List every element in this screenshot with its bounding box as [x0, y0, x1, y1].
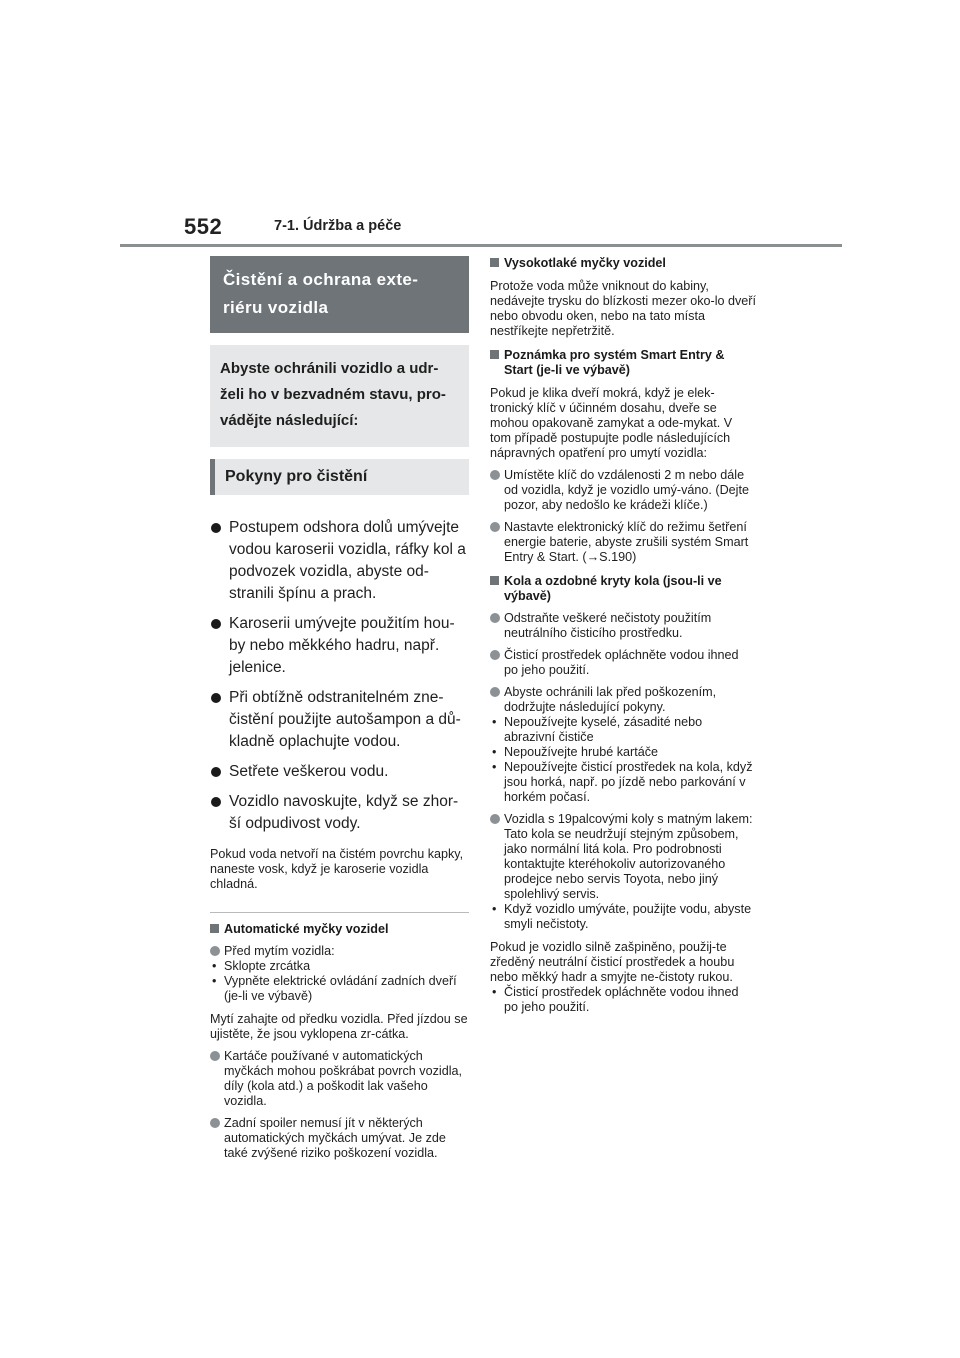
bullet-icon	[211, 767, 221, 777]
circle-bullet-icon	[490, 522, 500, 532]
circle-bullet-icon	[490, 613, 500, 623]
header-divider	[120, 244, 842, 247]
square-bullet-icon	[490, 350, 499, 359]
wheels-subitem: • Nepoužívejte čisticí prostředek na kola, když jsou horká, např. po jízdě nebo parkování v horkém počasí.	[492, 760, 753, 804]
bullet-icon	[211, 619, 221, 629]
circle-bullet-icon	[490, 470, 500, 480]
wheels-subitem: • Nepoužívejte hrubé kartáče	[492, 745, 659, 759]
auto-wash-subitem: • Vypněte elektrické ovládání zadních dveří (je-li ve výbavě)	[212, 974, 457, 1003]
bullet-icon	[211, 797, 221, 807]
list-item: Postupem odshora dolů umývejte vodou karoserii vozidla, ráfky kol a podvozek vozidla, abyste od-stranili špínu a prach.	[210, 517, 469, 605]
smart-entry-item: Umístěte klíč do vzdálenosti 2 m nebo dále od vozidla, když je vozidlo umý-váno. (Dejte pozor, aby nedošlo ke krádeži klíče.)	[490, 468, 756, 513]
section-title: Čistění a ochrana exte-riéru vozidla	[210, 256, 469, 333]
square-bullet-icon	[210, 924, 219, 933]
subsection-title: Pokyny pro čistění	[210, 459, 469, 495]
list-item: Při obtížně odstranitelném zne-čistění použijte autošampon a dů-kladně oplachujte vodou.	[210, 687, 469, 753]
wheels-subitem: • Čisticí prostředek opláchněte vodou ihned po jeho použití.	[492, 985, 739, 1014]
wheels-heading: Kola a ozdobné kryty kola (jsou-li ve výbavě)	[490, 574, 756, 604]
cleaning-instructions-list	[210, 517, 469, 835]
smart-entry-paragraph: Pokud je klika dveří mokrá, když je elek-tronický klíč v účinném dosahu, dveře se mohou opakovaně zamykat a ode-mykat. V tom případě postupujte podle následujících nápravných opatření pro umytí vozidla:	[490, 386, 733, 460]
smart-entry-heading: Poznámka pro systém Smart Entry & Start (je-li ve výbavě)	[490, 348, 756, 378]
wheels-item: Abyste ochránili lak před poškozením, dodržujte následující pokyny.	[490, 685, 756, 715]
bullet-icon	[211, 523, 221, 533]
page-number: 552	[184, 214, 223, 239]
list-item: Vozidlo navoskujte, když se zhor-ší odpudivost vody.	[210, 791, 469, 835]
circle-bullet-icon	[490, 814, 500, 824]
auto-wash-item: Zadní spoiler nemusí jít v některých automatických myčkách umývat. Je zde také zvýšené riziko poškození vozidla.	[210, 1116, 469, 1161]
circle-bullet-icon	[210, 1051, 220, 1061]
section-divider	[210, 912, 469, 913]
list-item: Setřete veškerou vodu.	[210, 761, 469, 783]
wheels-subitem: • Nepoužívejte kyselé, zásadité nebo abrazivní čističe	[492, 715, 703, 744]
smart-entry-item: Nastavte elektronický klíč do režimu šetření energie baterie, abyste zrušili systém Smart Entry & Start. (→S.190)	[490, 520, 756, 565]
circle-bullet-icon	[490, 650, 500, 660]
wheels-item: Odstraňte veškeré nečistoty použitím neutrálního čisticího prostředku.	[490, 611, 756, 641]
chapter-title: 7-1. Údržba a péče	[274, 218, 402, 234]
auto-wash-item: Před mytím vozidla:	[210, 944, 469, 959]
circle-bullet-icon	[210, 946, 220, 956]
wheels-item: Čisticí prostředek opláchněte vodou ihned po jeho použití.	[490, 648, 756, 678]
wheels-item: Vozidla s 19palcovými koly s matným lakem: Tato kola se neudržují stejným způsobem, jako normální litá kola. Pro podrobnosti kontaktujte kteréhokoliv autorizovaného prodejce nebo servis Toyota, nebo jiný spolehlivý servis.	[490, 812, 756, 902]
square-bullet-icon	[490, 576, 499, 585]
square-bullet-icon	[490, 258, 499, 267]
auto-wash-subitem: • Sklopte zrcátka	[212, 959, 311, 973]
auto-wash-heading: Automatické myčky vozidel	[210, 922, 469, 937]
list-item: Karoserii umývejte použitím hou-by nebo měkkého hadru, např. jelenice.	[210, 613, 469, 679]
bullet-icon	[211, 693, 221, 703]
high-pressure-paragraph: Protože voda může vniknout do kabiny, nedávejte trysku do blízkosti mezer oko-lo dveří nebo obvodu oken, nebo na tato místa nestříkejte nepřetržitě.	[490, 279, 756, 338]
circle-bullet-icon	[490, 687, 500, 697]
wax-note: Pokud voda netvoří na čistém povrchu kapky, naneste vosk, když je karoserie vozidla chladná.	[210, 847, 464, 891]
right-column	[490, 256, 756, 1015]
wheels-subitem: • Když vozidlo umýváte, použijte vodu, abyste smyli nečistoty.	[492, 902, 752, 931]
left-column	[210, 256, 469, 1161]
intro-box: Abyste ochránili vozidlo a udr-želi ho v bezvadném stavu, pro-vádějte následující:	[210, 345, 469, 447]
high-pressure-heading: Vysokotlaké myčky vozidel	[490, 256, 756, 271]
auto-wash-item: Kartáče používané v automatických myčkách mohou poškrábat povrch vozidla, díly (kola atd.) a poškodit lak vašeho vozidla.	[210, 1049, 469, 1109]
circle-bullet-icon	[210, 1118, 220, 1128]
wheels-paragraph: Pokud je vozidlo silně zašpiněno, použij-te zředěný neutrální čisticí prostředek a houbu nebo měkký hadr a smyjte ne-čistoty rukou.	[490, 940, 735, 984]
auto-wash-paragraph: Mytí zahajte od předku vozidla. Před jízdou se ujistěte, že jsou vyklopena zr-cátka.	[210, 1012, 468, 1041]
